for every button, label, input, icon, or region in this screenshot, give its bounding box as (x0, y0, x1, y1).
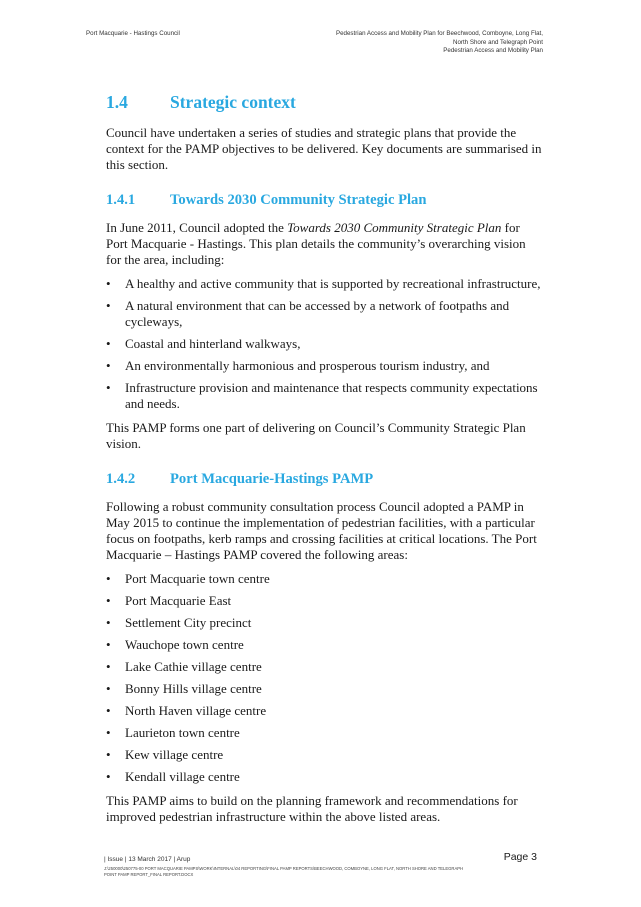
list-item: • Wauchope town centre (106, 637, 542, 653)
header-right-line3: Pedestrian Access and Mobility Plan (443, 47, 543, 55)
section-intro: Council have undertaken a series of studies and strategic plans that provide the context for the PAMP objectives to be delivered. Key documents are summarised in this section. (106, 125, 542, 172)
subsection-number-1: 1.4.1 (106, 192, 136, 208)
subsection-1-closing: This PAMP forms one part of delivering on Council’s Community Strategic Plan vision. (106, 420, 526, 451)
subsection-number-2: 1.4.2 (106, 471, 136, 487)
list-item: • Port Macquarie town centre (106, 571, 542, 587)
subsection-1-paragraph (106, 220, 542, 268)
section-number: 1.4 (106, 92, 128, 112)
plan-title-italic: Towards 2030 Community Strategic Plan (287, 220, 502, 235)
header-right (336, 30, 543, 56)
header-left: Port Macquarie - Hastings Council (86, 30, 180, 37)
subsection-title-1: Towards 2030 Community Strategic Plan (170, 192, 427, 208)
page-content (106, 92, 542, 825)
para-start: In June 2011, Council adopted the (106, 220, 288, 235)
vision-list (106, 276, 542, 412)
para-end: for Port Macquarie - Hastings. This plan details the community’s overarching vision for the area, including: (106, 220, 526, 267)
subsection-heading-2 (106, 471, 542, 488)
subsection-2-paragraph: Following a robust community consultation process Council adopted a PAMP in May 2015 to continue the implementation of pedestrian facilities, with a particular focus on footpaths, kerb ramps and crossing facilities at critical locations. The Port Macquarie – Hastings PAMP covered the following areas: (106, 499, 537, 562)
subsection-title-2: Port Macquarie-Hastings PAMP (170, 471, 374, 487)
list-item: • Infrastructure provision and maintenance that respects community expectations and needs. (106, 380, 542, 412)
list-item: • Coastal and hinterland walkways, (106, 336, 542, 352)
footer-file-path: J:\250000\250775-00 PORT MACQUARIE PAMPS\WORK\INTERNAL\04 REPORTING\FINAL PAMP REPORTS\BEECHWOOD, COMBOYNE, LONG FLAT, NORTH SHORE AND TELEGRAPH POINT PAMP REPORT_FINAL REPORT.DOCX (104, 866, 464, 877)
list-item: • Laurieton town centre (106, 725, 542, 741)
section-heading (106, 92, 542, 113)
list-item: • A natural environment that can be accessed by a network of footpaths and cycleways, (106, 298, 542, 330)
list-item: • A healthy and active community that is supported by recreational infrastructure, (106, 276, 542, 292)
header-right-line1: Pedestrian Access and Mobility Plan for Beechwood, Comboyne, Long Flat, (335, 30, 543, 37)
subsection-2-closing: This PAMP aims to build on the planning framework and recommendations for improved pedestrian infrastructure within the above listed areas. (106, 793, 518, 824)
list-item: • Bonny Hills village centre (106, 681, 542, 697)
areas-list (106, 571, 542, 785)
list-item: • Port Macquarie East (106, 593, 542, 609)
subsection-heading-1 (106, 192, 542, 209)
list-item: • Lake Cathie village centre (106, 659, 542, 675)
list-item: • An environmentally harmonious and prosperous tourism industry, and (106, 358, 542, 374)
list-item: • North Haven village centre (106, 703, 542, 719)
list-item: • Kew village centre (106, 747, 542, 763)
header-right-line2: North Shore and Telegraph Point (452, 38, 543, 46)
list-item: • Kendall village centre (106, 769, 542, 785)
page-number: Page 3 (503, 851, 537, 863)
footer-issue: | Issue | 13 March 2017 | Arup (104, 856, 191, 863)
list-item: • Settlement City precinct (106, 615, 542, 631)
section-title: Strategic context (170, 92, 296, 112)
